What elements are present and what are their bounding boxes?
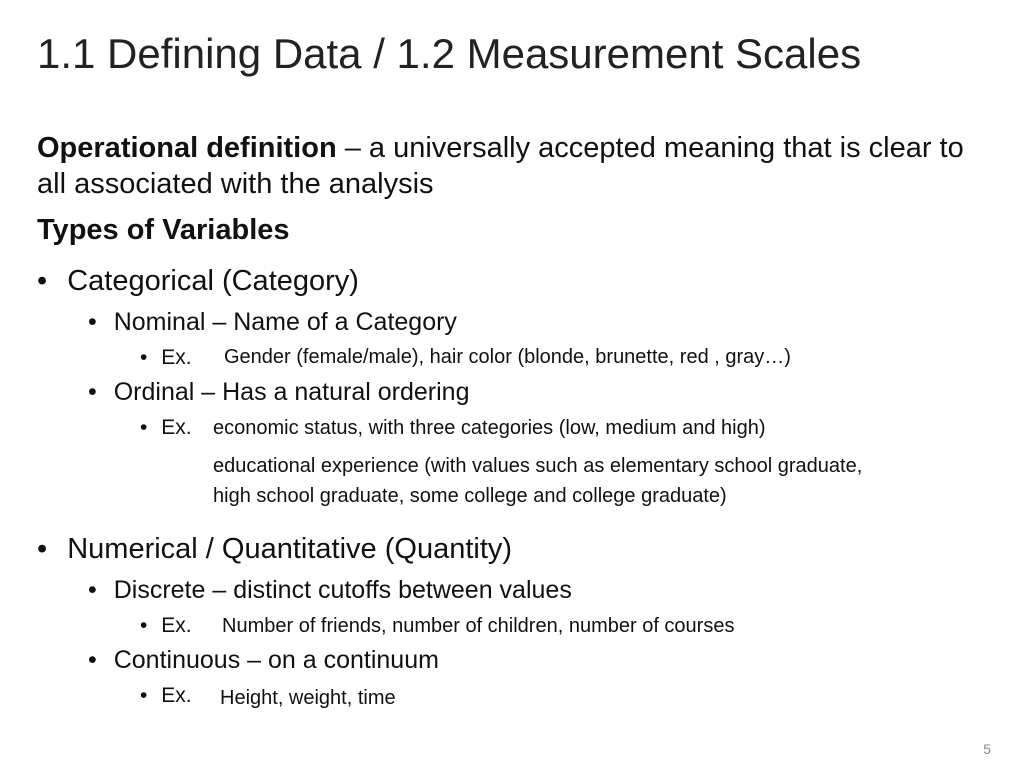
slide-title: 1.1 Defining Data / 1.2 Measurement Scales	[37, 30, 862, 77]
continuous-example: Height, weight, time	[220, 687, 396, 709]
ex-label: Ex.	[161, 684, 192, 707]
bullet-numerical	[37, 533, 512, 566]
bullet-dot: •	[88, 646, 97, 674]
discrete-label: Discrete – distinct cutoffs between values	[113, 576, 572, 604]
bullet-categorical	[37, 265, 359, 298]
ex-label: Ex.	[161, 346, 192, 369]
ordinal-example-1: economic status, with three categories (low, medium and high)	[213, 417, 766, 439]
bullet-dot: •	[88, 378, 97, 406]
bullet-ordinal	[88, 378, 469, 407]
definition-text: – a universally accepted meaning that is clear to all associated with the analysis	[37, 132, 964, 200]
bullet-dot: •	[88, 308, 97, 336]
bullet-nominal-ex	[140, 346, 192, 370]
bullet-continuous	[88, 646, 439, 675]
ex-label: Ex.	[161, 614, 192, 637]
bullet-dot: •	[88, 576, 97, 604]
bullet-dot: •	[140, 416, 148, 439]
bullet-dot: •	[140, 684, 148, 707]
bullet-discrete-ex	[140, 614, 192, 638]
bullet-dot: •	[140, 346, 148, 369]
ex-label: Ex.	[161, 416, 192, 439]
types-heading: Types of Variables	[37, 214, 290, 246]
page-number: 5	[983, 741, 991, 757]
numerical-label: Numerical / Quantitative (Quantity)	[67, 533, 513, 565]
nominal-example: Gender (female/male), hair color (blonde, brunette, red , gray…)	[224, 346, 791, 368]
operational-definition	[37, 130, 997, 202]
bullet-discrete	[88, 576, 572, 605]
bullet-ordinal-ex	[140, 416, 192, 440]
bullet-continuous-ex	[140, 684, 192, 708]
definition-term: Operational definition	[37, 132, 337, 164]
bullet-dot: •	[140, 614, 148, 637]
discrete-example: Number of friends, number of children, number of courses	[222, 615, 735, 637]
bullet-dot: •	[37, 265, 48, 297]
ordinal-example-2: educational experience (with values such as elementary school graduate,	[213, 455, 863, 477]
ordinal-example-3: high school graduate, some college and college graduate)	[213, 485, 727, 507]
bullet-dot: •	[37, 533, 48, 565]
categorical-label: Categorical (Category)	[67, 265, 359, 297]
ordinal-label: Ordinal – Has a natural ordering	[113, 378, 470, 406]
bullet-nominal	[88, 308, 457, 337]
continuous-label: Continuous – on a continuum	[113, 646, 439, 674]
nominal-label: Nominal – Name of a Category	[113, 308, 457, 336]
